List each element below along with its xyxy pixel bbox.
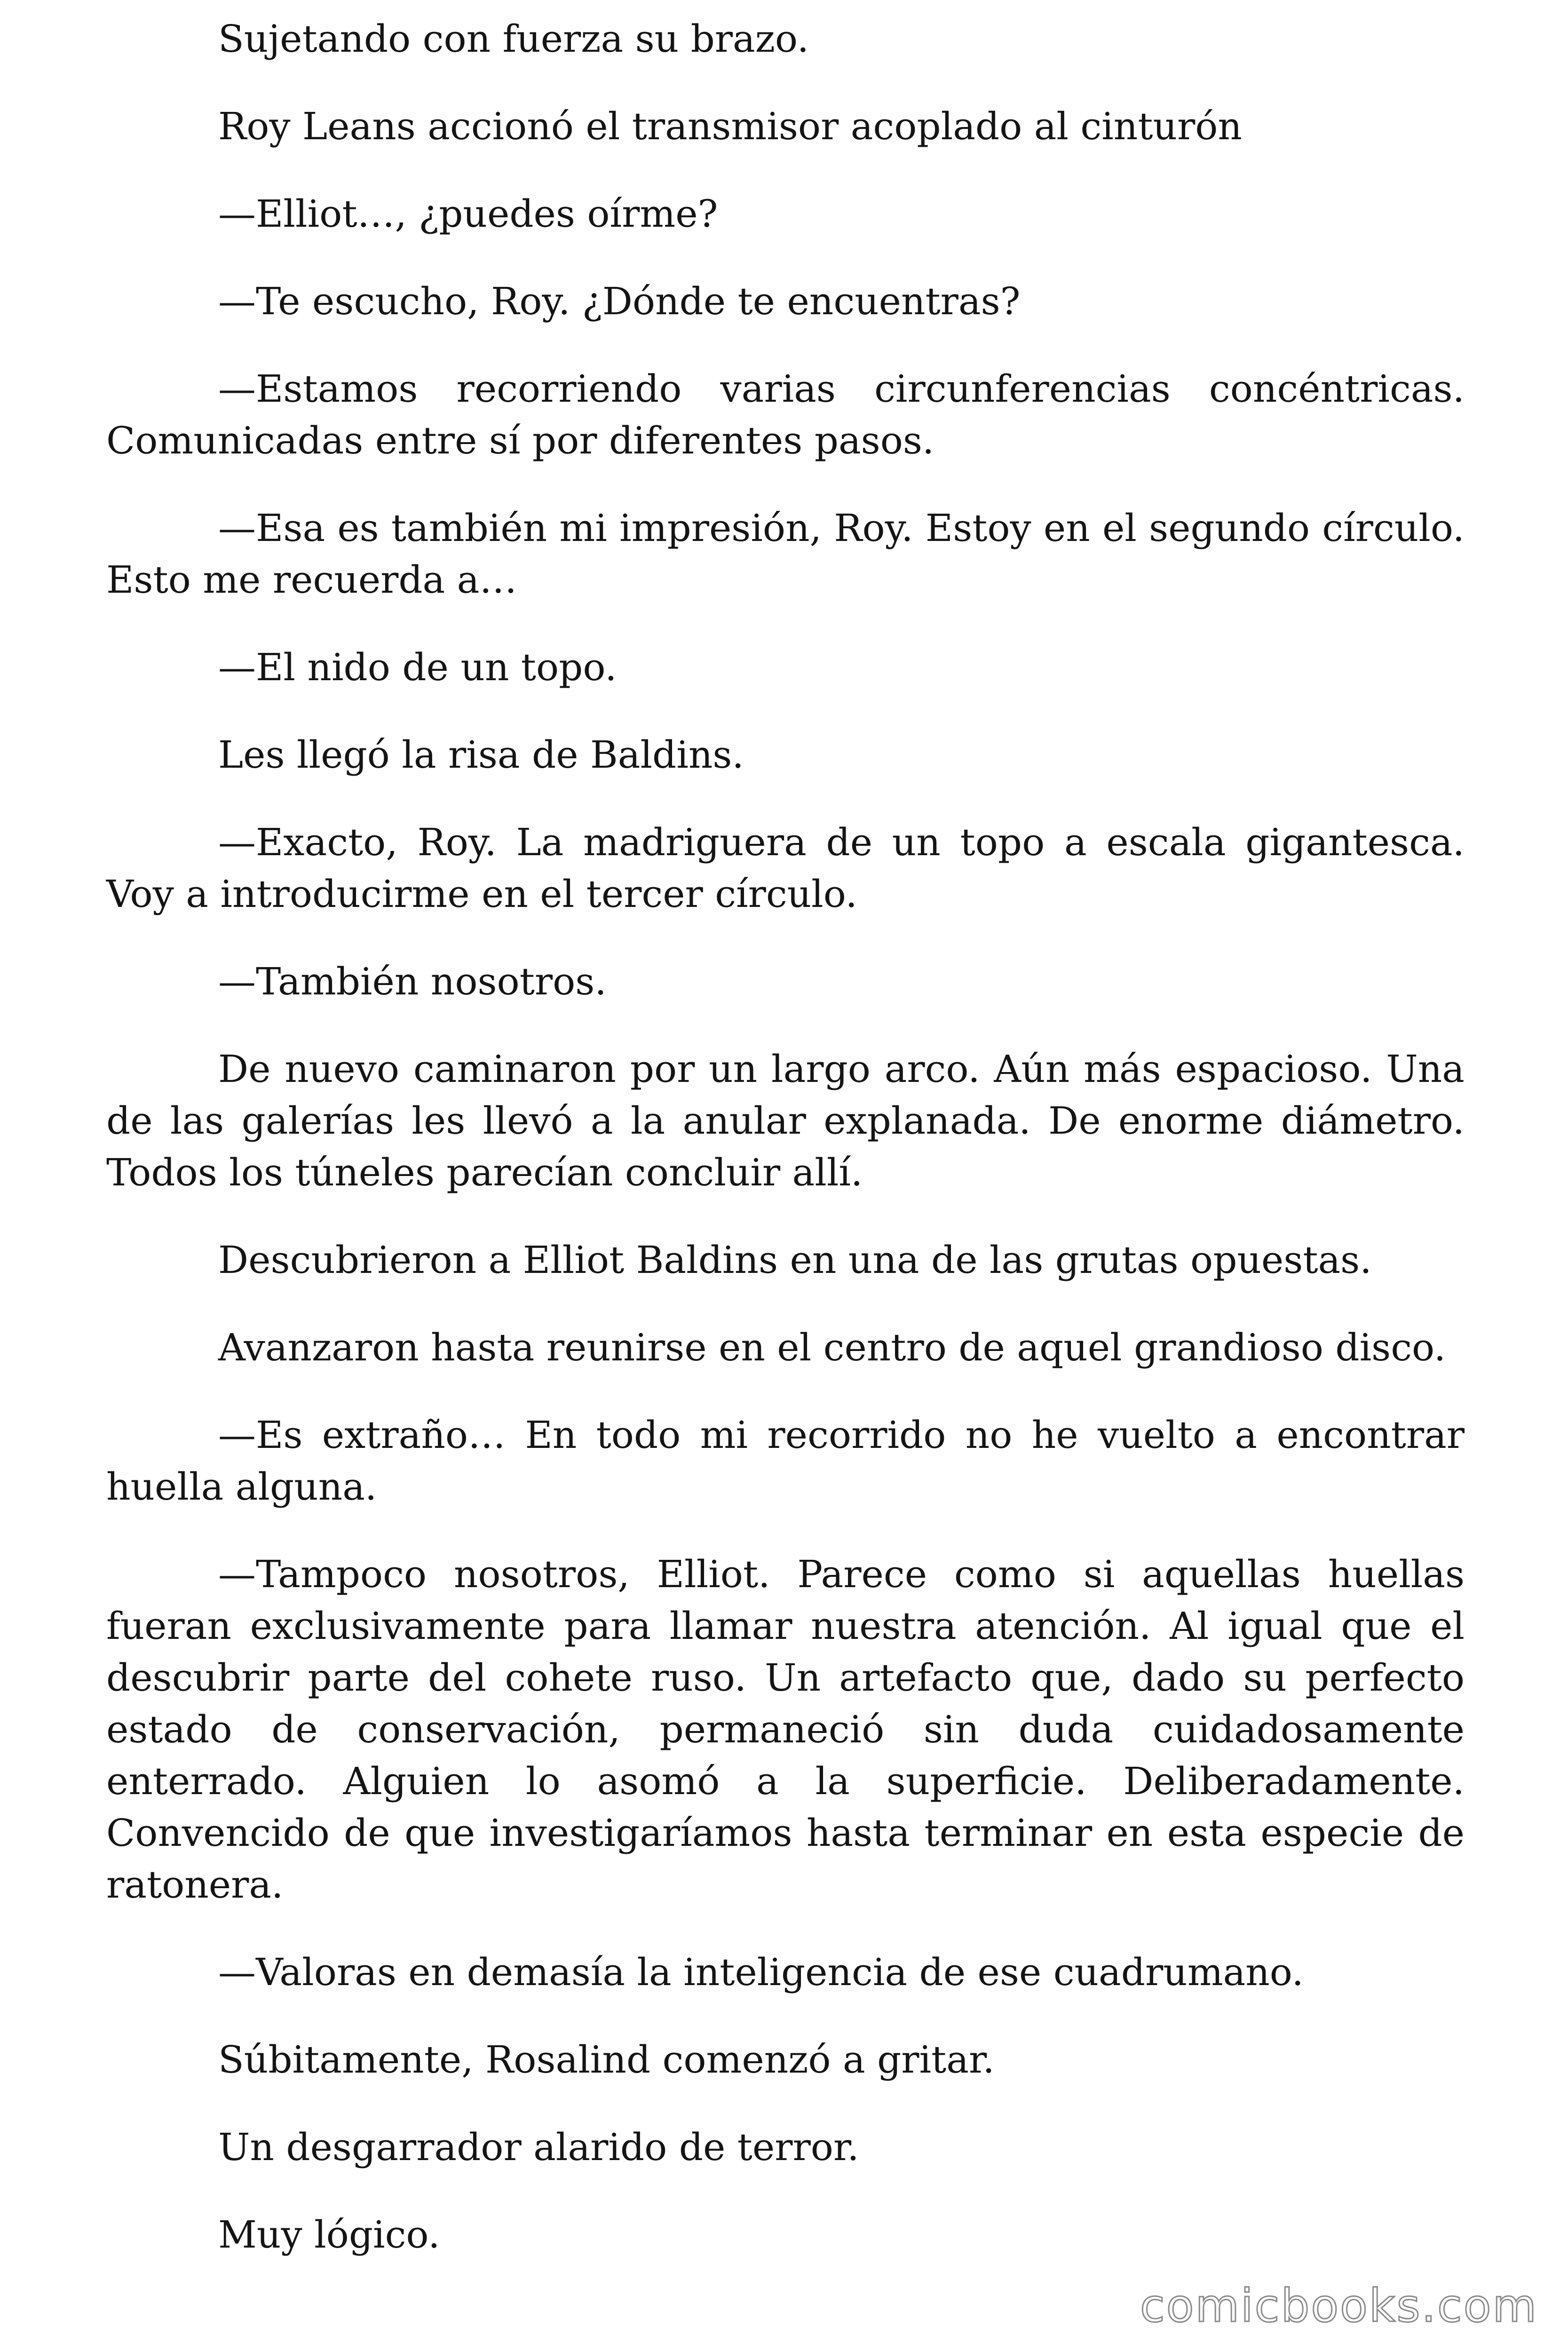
paragraph-17: Súbitamente, Rosalind comenzó a gritar. — [218, 2038, 995, 2082]
paragraph-12: Descubrieron a Elliot Baldins en una de las grutas opuestas. — [218, 1238, 1372, 1282]
paragraph-2: Roy Leans accionó el transmisor acoplado al cinturón — [218, 104, 1242, 148]
watermark: comicbooks.com — [1140, 2280, 1538, 2332]
paragraph-3: —Elliot…, ¿puedes oírme? — [218, 192, 718, 236]
paragraph-1: Sujetando con fuerza su brazo. — [218, 17, 809, 61]
page-text — [106, 13, 1465, 2296]
paragraph-16: —Valoras en demasía la inteligencia de ese cuadrumano. — [218, 1950, 1304, 1994]
paragraph-7: —El nido de un topo. — [218, 645, 617, 689]
paragraph-13: Avanzaron hasta reunirse en el centro de aquel grandioso disco. — [218, 1326, 1446, 1369]
paragraph-5: —Estamos recorriendo varias circunferencias concéntricas. Comunicadas entre sí por diferentes pasos. — [106, 367, 1465, 462]
paragraph-4: —Te escucho, Roy. ¿Dónde te encuentras? — [218, 279, 1021, 323]
paragraph-11: De nuevo caminaron por un largo arco. Aún más espacioso. Una de las galerías les llevó a la anular explanada. De enorme diámetro. Todos los túneles parecían concluir allí. — [106, 1047, 1465, 1194]
paragraph-9: —Exacto, Roy. La madriguera de un topo a escala gigantesca. Voy a introducirme en el tercer círculo. — [106, 820, 1465, 916]
paragraph-14: —Es extraño… En todo mi recorrido no he vuelto a encontrar huella alguna. — [106, 1413, 1465, 1509]
paragraph-10: —También nosotros. — [218, 960, 607, 1003]
paragraph-6: —Esa es también mi impresión, Roy. Estoy en el segundo círculo. Esto me recuerda a… — [106, 506, 1465, 602]
paragraph-15: —Tampoco nosotros, Elliot. Parece como si aquellas huellas fueran exclusivamente para llamar nuestra atención. Al igual que el descubrir parte del cohete ruso. Un artefacto que, dado su perfecto estado de conservación, permaneció sin duda cuidadosamente enterrado. Alguien lo asomó a la superficie. Deliberadamente. Convencido de que investigaríamos hasta terminar en esta especie de ratonera. — [106, 1552, 1465, 1907]
paragraph-19: Muy lógico. — [218, 2213, 440, 2257]
paragraph-8: Les llegó la risa de Baldins. — [218, 733, 744, 777]
paragraph-18: Un desgarrador alarido de terror. — [218, 2125, 859, 2169]
